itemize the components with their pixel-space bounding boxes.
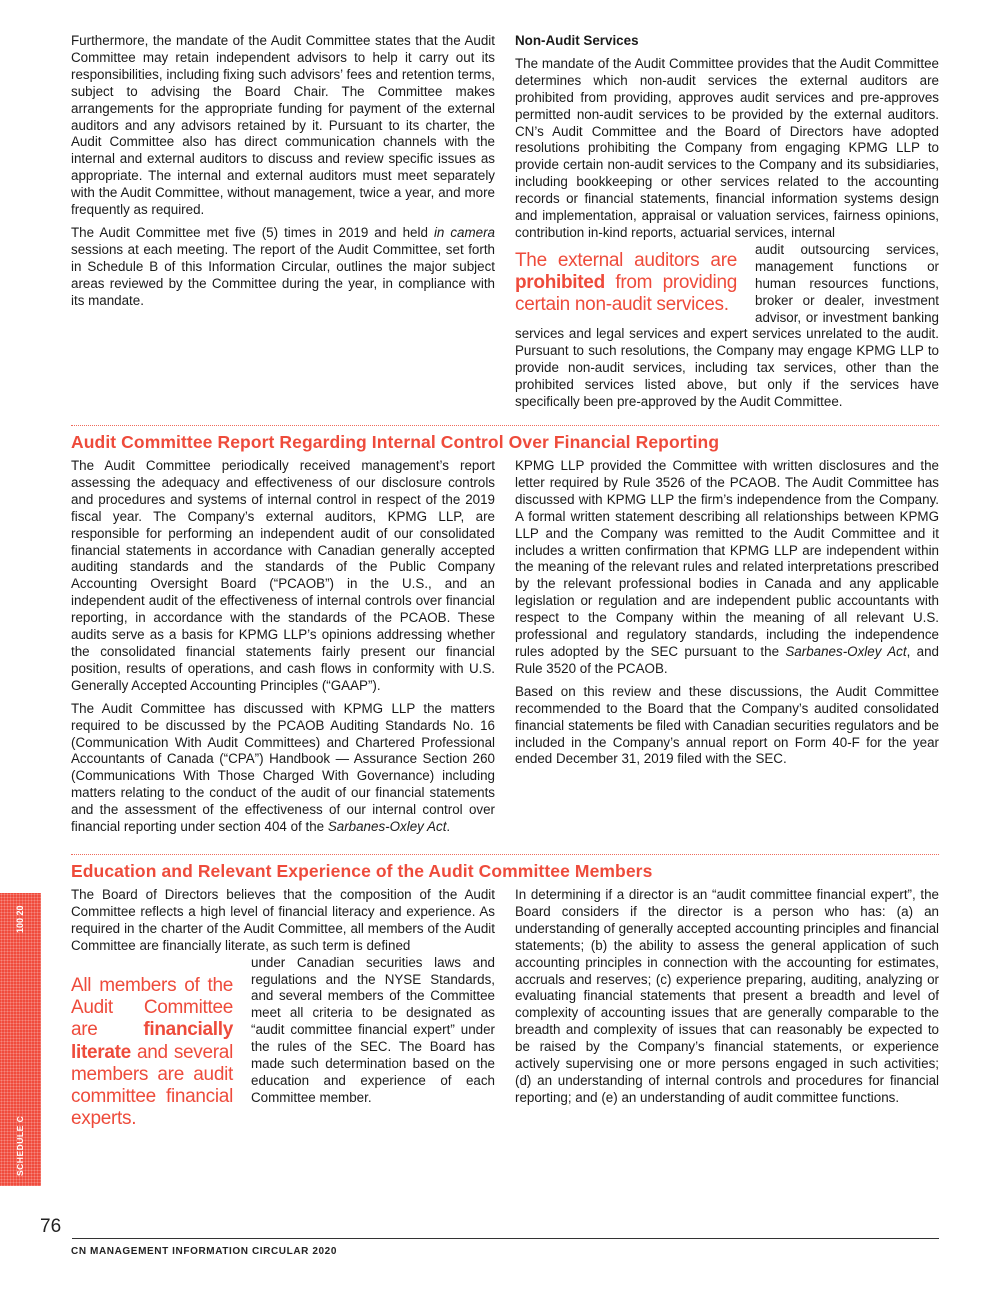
section-divider	[71, 854, 939, 855]
pull-quote-financially-literate: All members of the Audit Committee are financially literate and several members are audit committee financial experts.	[71, 974, 233, 1130]
non-audit-paragraph-b: audit outsourcing services, management functions or human resources functions, broker or dealer, investment advisor, or investment banking services and legal services and expert services unrelated to the audit. Pursuant to such resolutions, the Company may engage KPMG LLP to provide non-audit services, including tax services, other than the prohibited services listed above, but only if the services have specifically been pre-approved by the Audit Committee.	[515, 241, 939, 410]
composition-paragraph-a: The Board of Directors believes that the composition of the Audit Committee reflects a high level of financial literacy and experience. As required in the charter of the Audit Committee, all members of the Audit Committee are financially literate, as such term is defined	[71, 887, 495, 953]
advisors-paragraph: Furthermore, the mandate of the Audit Committee states that the Audit Committee may retain independent advisors to help it carry out its responsibilities, including fixing such advisors’ fees and retention terms, subject to advising the Board Chair. The Committee makes arrangements for the appropriate funding for payment of the external auditors and any advisors retained by it. Pursuant to its charter, the Audit Committee also has direct communication channels with the internal and external auditors to discuss and review specific issues as appropriate. The internal and external auditors must meet separately with the Audit Committee, without management, twice a year, and more frequently as required.	[71, 33, 495, 218]
financial-expert-paragraph: In determining if a director is an “audit committee financial expert”, the Board considers if the director is a person who has: (a) an understanding of generally accepted accounting principles and financial statements; (b) the ability to assess the general application of such accounting principles in connection with the accounting for estimates, accruals and reserves; (c) experience preparing, auditing, analyzing or evaluating financial statements that present a breadth and level of complexity of accounting issues that are generally comparable to the breadth and complexity of issues that can reasonably be expected to be raised by the Company’s financial statements, or experience actively supervising one or more persons engaged in such activities; (d) an understanding of internal controls and procedures for financial reporting; and (e) an understanding of audit committee functions.	[515, 887, 939, 1105]
section2-left-column	[71, 458, 495, 842]
non-audit-paragraph-a: The mandate of the Audit Committee provides that the Audit Committee determines which non-audit services the external auditors are prohibited from providing, approves audit services and pre-approves permitted non-audit services to be provided by the external auditors. CN’s Audit Committee and the Board of Directors have adopted resolutions prohibiting the Company from engaging KPMG LLP to provide certain non-audit services to the Company and its subsidiaries, including bookkeeping or other services related to the accounting records or financial statements, financial information systems design and implementation, appraisal or valuation services, fairness opinions, contribution in-kind reports, actuarial services, internal	[515, 55, 939, 240]
schedule-sidebar	[0, 893, 41, 1186]
pcaob-discussion-paragraph: The Audit Committee has discussed with KPMG LLP the matters required to be discussed by the PCAOB Auditing Standards No. 16 (Communication With Audit Committees) and Chartered Professional Accountants of Canada (“CPA”) Handbook — Assurance Section 260 (Communications With Those Charged With Governance) including matters relating to the conduct of the audit of our financial statements and the assessment of the effectiveness of our internal control over financial reporting under section 404 of the Sarbanes-Oxley Act.	[71, 700, 495, 835]
independence-paragraph: KPMG LLP provided the Committee with written disclosures and the letter required by Rule 3526 of the PCAOB. The Audit Committee has discussed with KPMG LLP the firm’s independence from the Company. A formal written statement describing all relationships between KPMG LLP and the Company was remitted to the Audit Committee and it includes a written confirmation that KPMG LLP are independent within the meaning of the relevant rules and related interpretations prescribed by the relevant professional bodies in Canada and any applicable legislation or regulation and are independent public accountants with respect to the Company within the meaning of all relevant U.S. professional and regulatory standards, including the independence rules adopted by the SEC pursuant to the Sarbanes-Oxley Act, and Rule 3520 of the PCAOB.	[515, 458, 939, 676]
footer-rule	[72, 1238, 939, 1239]
top-left-column	[71, 33, 495, 316]
composition-paragraph-b: under Canadian securities laws and regulations and the NYSE Standards, and several members of the Committee meet all criteria to be designated as “audit committee financial expert” under the rules of the SEC. The Board has made such determination based on the education and experience of each Committee member.	[251, 954, 495, 1105]
internal-control-heading: Audit Committee Report Regarding Internal Control Over Financial Reporting	[71, 432, 720, 452]
section3-right-column	[515, 887, 939, 1113]
schedule-label: SCHEDULE C	[15, 1115, 25, 1176]
pull-quote-prohibited: The external auditors are prohibited from providing certain non-audit services.	[515, 249, 737, 316]
section-divider	[71, 425, 939, 426]
education-experience-heading: Education and Relevant Experience of the Audit Committee Members	[71, 861, 653, 881]
page-number: 76	[40, 1216, 62, 1237]
footer-title: CN MANAGEMENT INFORMATION CIRCULAR 2020	[71, 1246, 337, 1257]
recommendation-paragraph: Based on this review and these discussions, the Audit Committee recommended to the Board that the Company’s audited consolidated financial statements be filed with Canadian securities regulators and be included in the Company’s annual report on Form 40-F for the year ended December 31, 2019 filed with the SEC.	[515, 683, 939, 767]
cn-100-logo: 100 20	[15, 905, 25, 933]
non-audit-services-heading: Non-Audit Services	[515, 33, 639, 48]
meetings-paragraph: The Audit Committee met five (5) times in 2019 and held in camera sessions at each meeting. The report of the Audit Committee, set forth in Schedule B of this Information Circular, outlines the major subject areas reviewed by the Committee during the year, in compliance with its mandate.	[71, 224, 496, 308]
section2-right-column	[515, 458, 939, 774]
section3-left-column	[71, 887, 495, 1135]
top-right-column	[515, 33, 939, 411]
management-report-paragraph: The Audit Committee periodically received management’s report assessing the adequacy and effectiveness of our disclosure controls and procedures and systems of internal control in respect of the 2019 fiscal year. The Company’s external auditors, KPMG LLP, are responsible for performing an independent audit of our consolidated financial statements in accordance with Canadian generally accepted auditing standards and the standards of the Public Company Accounting Oversight Board (“PCAOB”) in the U.S., and an independent audit of the effectiveness of internal controls over financial reporting, in accordance with the standards of the PCAOB. These audits serve as a basis for KPMG LLP’s opinions addressing whether the consolidated financial statements fairly present our financial position, results of operations, and cash flows in conformity with U.S. Generally Accepted Accounting Principles (“GAAP”).	[71, 458, 495, 693]
